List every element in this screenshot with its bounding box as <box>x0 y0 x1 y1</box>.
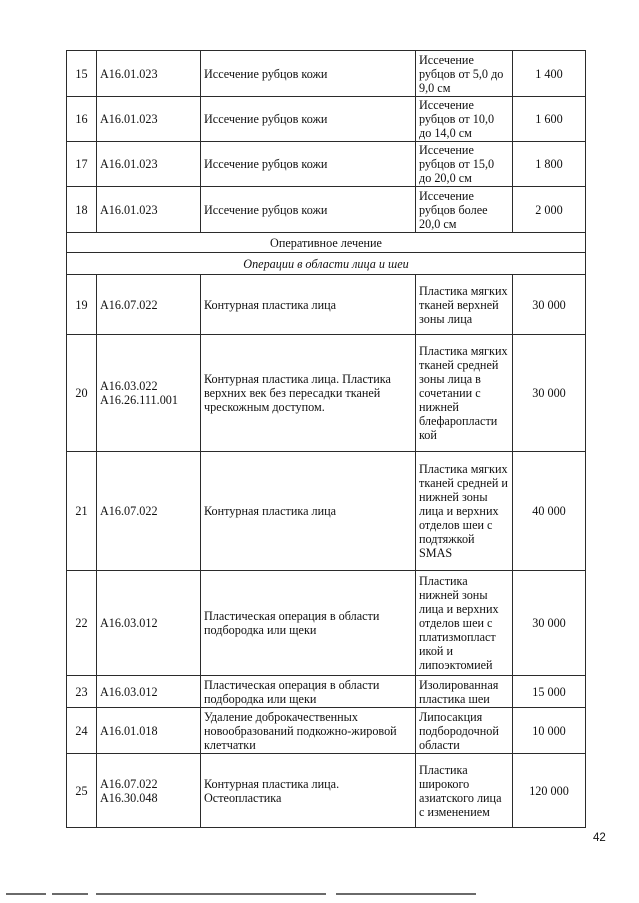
scan-edge-mark <box>52 893 88 895</box>
service-description: Липосакция подбородочной области <box>416 708 513 754</box>
service-price: 1 400 <box>513 51 586 97</box>
service-name: Удаление доброкачественных новообразований подкожно-жировой клетчатки <box>201 708 416 754</box>
service-code: А16.01.018 <box>97 708 201 754</box>
service-code: А16.07.022 <box>97 452 201 571</box>
service-name: Пластическая операция в области подбородка или щеки <box>201 676 416 708</box>
service-price: 1 600 <box>513 97 586 142</box>
service-code: А16.03.012 <box>97 571 201 676</box>
service-code: А16.07.022 <box>97 275 201 335</box>
service-code: А16.01.023 <box>97 187 201 233</box>
row-number: 25 <box>67 754 97 828</box>
scan-edge-mark <box>336 893 476 895</box>
service-name: Иссечение рубцов кожи <box>201 51 416 97</box>
service-price: 30 000 <box>513 335 586 452</box>
row-number: 23 <box>67 676 97 708</box>
service-code: А16.01.023 <box>97 142 201 187</box>
row-number: 21 <box>67 452 97 571</box>
service-code: А16.07.022 А16.30.048 <box>97 754 201 828</box>
row-number: 24 <box>67 708 97 754</box>
price-table <box>66 50 586 828</box>
service-price: 2 000 <box>513 187 586 233</box>
row-number: 15 <box>67 51 97 97</box>
service-description: Иссечение рубцов от 15,0 до 20,0 см <box>416 142 513 187</box>
service-price: 15 000 <box>513 676 586 708</box>
section-header: Оперативное лечение <box>67 233 586 253</box>
service-price: 30 000 <box>513 275 586 335</box>
row-number: 18 <box>67 187 97 233</box>
row-number: 22 <box>67 571 97 676</box>
service-code: А16.01.023 <box>97 51 201 97</box>
service-price: 120 000 <box>513 754 586 828</box>
service-code: А16.01.023 <box>97 97 201 142</box>
service-name: Контурная пластика лица. Пластика верхних век без пересадки тканей чрескожным доступом. <box>201 335 416 452</box>
service-name: Контурная пластика лица <box>201 275 416 335</box>
row-number: 19 <box>67 275 97 335</box>
service-description: Иссечение рубцов от 10,0 до 14,0 см <box>416 97 513 142</box>
service-description: Пластика мягких тканей верхней зоны лица <box>416 275 513 335</box>
service-price: 1 800 <box>513 142 586 187</box>
service-description: Пластика мягких тканей средней и нижней зоны лица и верхних отделов шеи с подтяжкой SMAS <box>416 452 513 571</box>
service-name: Контурная пластика лица. Остеопластика <box>201 754 416 828</box>
scan-edge-mark <box>6 893 46 895</box>
service-price: 10 000 <box>513 708 586 754</box>
service-description: Изолированная пластика шеи <box>416 676 513 708</box>
service-name: Пластическая операция в области подбородка или щеки <box>201 571 416 676</box>
row-number: 16 <box>67 97 97 142</box>
service-name: Иссечение рубцов кожи <box>201 97 416 142</box>
service-name: Иссечение рубцов кожи <box>201 142 416 187</box>
service-description: Пластика мягких тканей средней зоны лица в сочетании с нижней блефаропласти кой <box>416 335 513 452</box>
service-name: Контурная пластика лица <box>201 452 416 571</box>
row-number: 17 <box>67 142 97 187</box>
service-description: Иссечение рубцов более 20,0 см <box>416 187 513 233</box>
service-description: Иссечение рубцов от 5,0 до 9,0 см <box>416 51 513 97</box>
service-code: А16.03.022 А16.26.111.001 <box>97 335 201 452</box>
service-name: Иссечение рубцов кожи <box>201 187 416 233</box>
service-price: 40 000 <box>513 452 586 571</box>
service-description: Пластика широкого азиатского лица с изменением <box>416 754 513 828</box>
service-price: 30 000 <box>513 571 586 676</box>
subsection-header: Операции в области лица и шеи <box>67 253 586 275</box>
service-code: А16.03.012 <box>97 676 201 708</box>
page-number: 42 <box>593 832 606 844</box>
scan-edge-mark <box>96 893 326 895</box>
service-description: Пластика нижней зоны лица и верхних отделов шеи с платизмопласт икой и липоэктомией <box>416 571 513 676</box>
row-number: 20 <box>67 335 97 452</box>
